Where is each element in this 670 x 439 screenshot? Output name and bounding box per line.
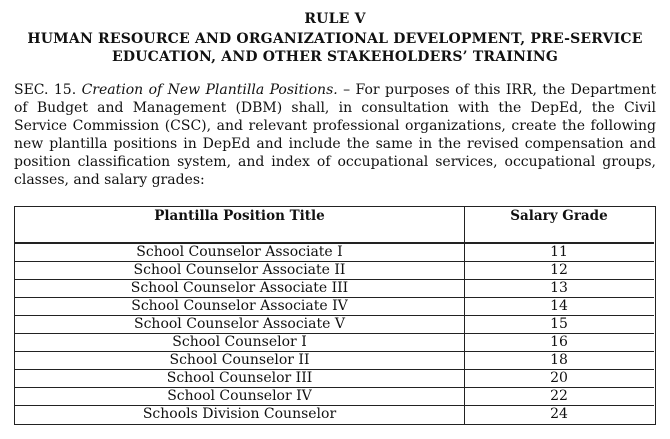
table-body xyxy=(15,243,654,423)
table-row xyxy=(15,315,654,333)
table-row xyxy=(15,333,654,351)
position-title-cell: School Counselor Associate V xyxy=(134,316,345,332)
section-number: SEC. 15. xyxy=(14,82,77,98)
header-salary-grade: Salary Grade xyxy=(464,207,654,243)
salary-grade-cell: 16 xyxy=(550,334,568,350)
position-title-cell: School Counselor Associate IV xyxy=(131,298,348,314)
salary-grade-cell: 12 xyxy=(550,262,568,278)
salary-grade-cell: 13 xyxy=(550,280,568,296)
salary-grade-cell: 14 xyxy=(550,298,568,314)
salary-grade-cell: 18 xyxy=(550,352,568,368)
rule-title-line-1: HUMAN RESOURCE AND ORGANIZATIONAL DEVELOPMENT, PRE-SERVICE xyxy=(27,31,643,47)
salary-grade-cell: 20 xyxy=(550,370,568,386)
table-row xyxy=(15,279,654,297)
header-position-title: Plantilla Position Title xyxy=(15,207,464,243)
position-title-cell: School Counselor Associate I xyxy=(136,244,343,260)
table-row xyxy=(15,351,654,369)
rule-title-line-2: EDUCATION, AND OTHER STAKEHOLDERS’ TRAINING xyxy=(112,49,558,65)
position-title-cell: School Counselor I xyxy=(172,334,307,350)
table-row xyxy=(15,297,654,315)
position-title-cell: School Counselor IV xyxy=(167,388,312,404)
section-body: – For purposes of this IRR, the Department of Budget and Management (DBM) shall, in consultation with the DepEd, the Civil Service Commission (CSC), and relevant professional organizations, create the following new plantilla positions in DepEd and include the same in the revised compensation and position classification system, and index of occupational services, occupational groups, classes, and salary grades: xyxy=(14,82,657,188)
table-row xyxy=(15,261,654,279)
salary-grade-cell: 22 xyxy=(550,388,568,404)
plantilla-table xyxy=(14,206,656,425)
salary-grade-cell: 11 xyxy=(550,244,568,260)
position-title-cell: School Counselor III xyxy=(166,370,313,386)
position-title-cell: School Counselor Associate II xyxy=(133,262,346,278)
position-title-cell: School Counselor II xyxy=(169,352,310,368)
table-row xyxy=(15,387,654,405)
table-row xyxy=(15,369,654,387)
position-title-cell: Schools Division Counselor xyxy=(142,406,337,422)
section-title: Creation of New Plantilla Positions. xyxy=(81,82,338,98)
table-row xyxy=(15,243,654,261)
section-paragraph xyxy=(14,81,656,189)
salary-grade-cell: 24 xyxy=(550,406,568,422)
salary-grade-cell: 15 xyxy=(550,316,568,332)
table-row xyxy=(15,405,654,423)
position-title-cell: School Counselor Associate III xyxy=(130,280,349,296)
rule-heading: RULE V xyxy=(304,11,366,27)
